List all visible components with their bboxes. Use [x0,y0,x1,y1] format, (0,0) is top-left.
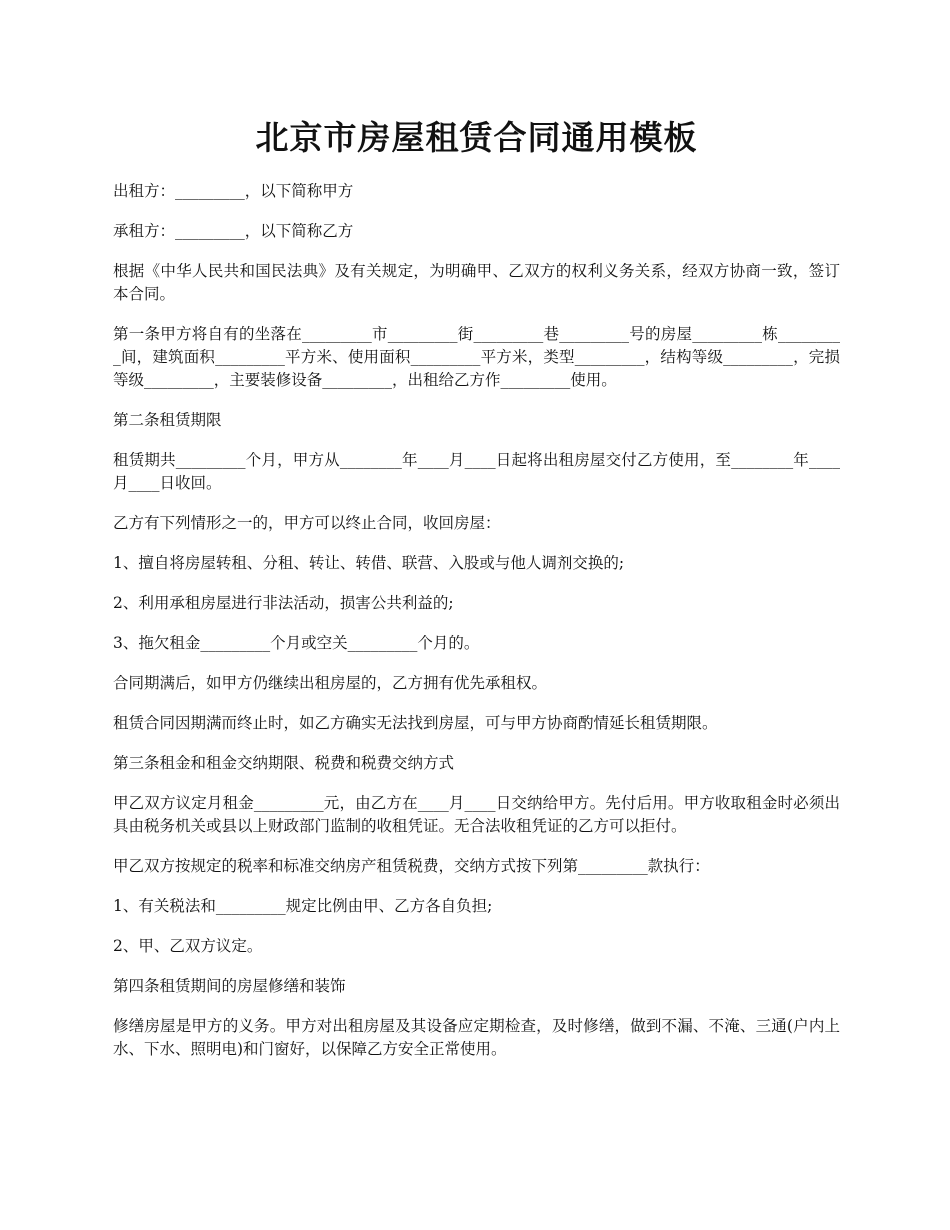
lease-term: 租赁期共_________个月，甲方从________年____月____日起将出租房屋交付乙方使用，至________年____月____日收回。 [113,451,840,492]
rent-payment: 甲乙双方议定月租金_________元，由乙方在____月____日交纳给甲方。先付后用。甲方收取租金时必须出具由税务机关或县以上财政部门监制的收租凭证。无合法收租凭证的乙方可以拒付。 [113,794,840,835]
preamble: 根据《中华人民共和国民法典》及有关规定，为明确甲、乙双方的权利义务关系，经双方协商一致，签订本合同。 [113,262,840,303]
party-lessee: 承租方：_________，以下简称乙方 [113,222,354,240]
termination-conditions: 乙方有下列情形之一的，甲方可以终止合同，收回房屋： [113,514,501,532]
priority-renewal: 合同期满后，如甲方仍继续出租房屋的，乙方拥有优先承租权。 [113,674,548,692]
termination-item-2: 2、利用承租房屋进行非法活动，损害公共利益的; [113,594,454,612]
article-3-heading: 第三条租金和租金交纳期限、税费和税费交纳方式 [113,754,455,772]
party-lessor: 出租方：_________，以下简称甲方 [113,182,354,200]
document-body [113,180,840,1061]
article-2-heading: 第二条租赁期限 [113,411,222,429]
termination-item-1: 1、擅自将房屋转租、分租、转让、转借、联营、入股或与他人调剂交换的; [113,554,625,572]
tax-payment: 甲乙双方按规定的税率和标准交纳房产租赁税费，交纳方式按下列第_________款执行： [113,857,710,875]
termination-item-3: 3、拖欠租金_________个月或空关_________个月的。 [113,634,480,652]
document-title: 北京市房屋租赁合同通用模板 [255,118,698,157]
document-page [113,0,840,1078]
repair-obligation: 修缮房屋是甲方的义务。甲方对出租房屋及其设备应定期检查，及时修缮，做到不漏、不淹、三通(户内上水、下水、照明电)和门窗好，以保障乙方安全正常使用。 [113,1017,840,1058]
tax-item-1: 1、有关税法和_________规定比例由甲、乙方各自负担; [113,897,493,915]
tax-item-2: 2、甲、乙双方议定。 [113,937,263,955]
extension-clause: 租赁合同因期满而终止时，如乙方确实无法找到房屋，可与甲方协商酌情延长租赁期限。 [113,714,718,732]
article-1: 第一条甲方将自有的坐落在_________市_________街_________巷_________号的房屋_________栋_________间，建筑面积_________平方米、使用面积_________平方米，类型_________，结构等级_________，完损等级_________，主要装修设备_________，出租给乙方作_________使用。 [113,325,840,389]
article-4-heading: 第四条租赁期间的房屋修缮和装饰 [113,977,346,995]
